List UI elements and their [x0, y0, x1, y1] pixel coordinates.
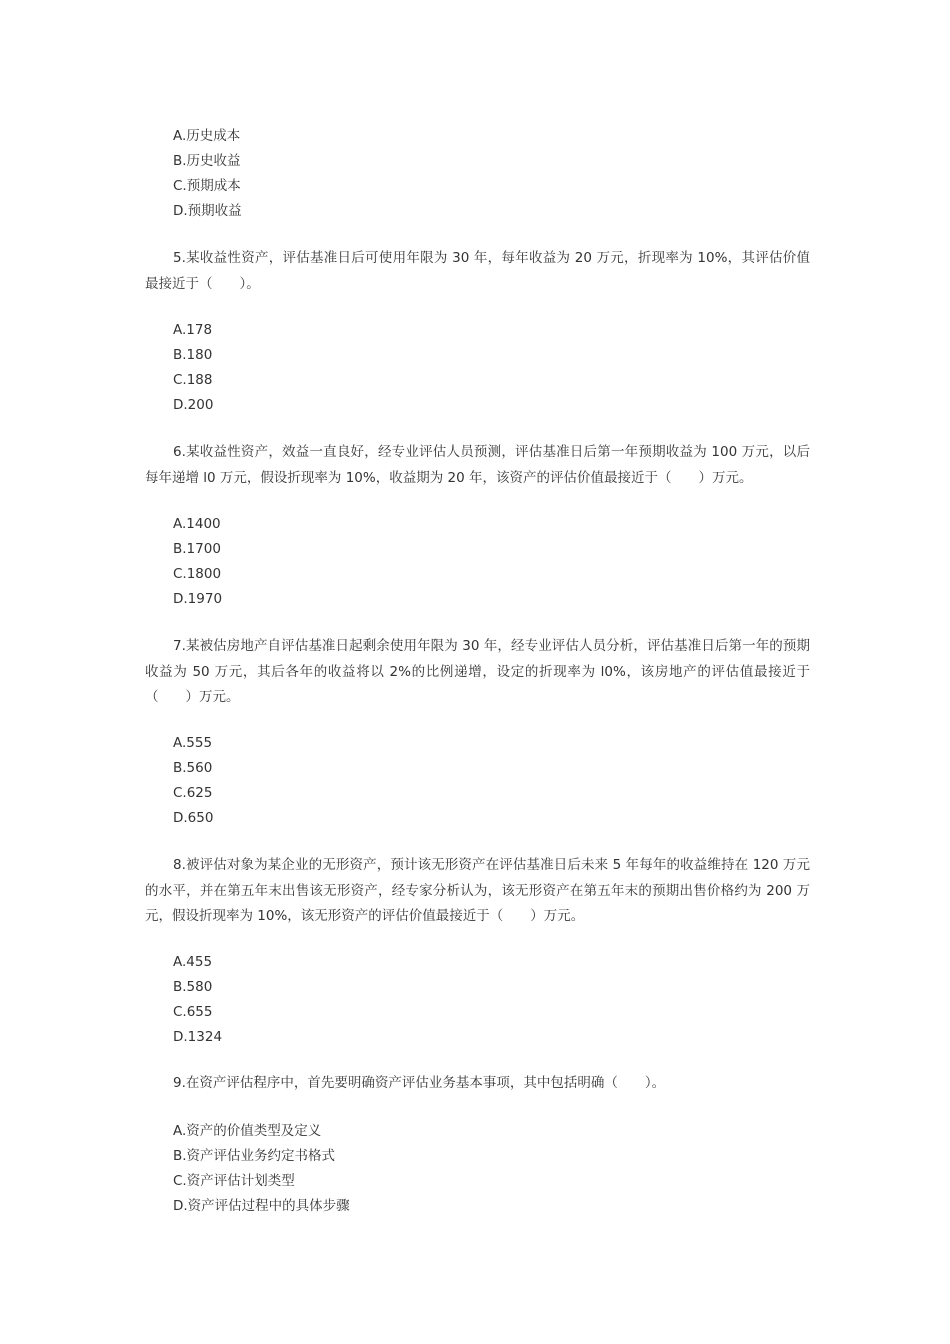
option-d: D.资产评估过程中的具体步骤 [173, 1198, 350, 1214]
option-d: D.200 [173, 397, 214, 413]
q4-options [173, 124, 242, 224]
question-6: 6.某收益性资产，效益一直良好，经专业评估人员预测，评估基准日后第一年预期收益为 100 万元，以后每年递增 l0 万元，假设折现率为 10%，收益期为 20 年，该资产的评估价值最接近于（ ）万元。 [145, 444, 810, 486]
option-b: B.560 [173, 760, 213, 776]
option-b: B.历史收益 [173, 153, 241, 169]
option-c: C.资产评估计划类型 [173, 1173, 295, 1189]
option-b: B.580 [173, 979, 213, 995]
question-5: 5.某收益性资产，评估基准日后可使用年限为 30 年，每年收益为 20 万元，折现率为 10%，其评估价值最接近于（ ）。 [145, 250, 810, 292]
option-a: A.历史成本 [173, 128, 241, 144]
option-a: A.178 [173, 322, 213, 338]
question-7: 7.某被估房地产自评估基准日起剩余使用年限为 30 年，经专业评估人员分析，评估基准日后第一年的预期收益为 50 万元，其后各年的收益将以 2%的比例递增，设定的折现率为 l0%，该房地产的评估值最接近于（ ）万元。 [145, 638, 810, 705]
option-c: C.655 [173, 1004, 213, 1020]
question-9: 9.在资产评估程序中，首先要明确资产评估业务基本事项，其中包括明确（ ）。 [173, 1075, 666, 1091]
option-d: D.预期收益 [173, 203, 242, 219]
q5-options [173, 318, 213, 418]
option-a: A.1400 [173, 516, 221, 532]
option-c: C.预期成本 [173, 178, 241, 194]
option-d: D.650 [173, 810, 214, 826]
option-b: B.180 [173, 347, 213, 363]
option-c: C.188 [173, 372, 213, 388]
option-a: A.资产的价值类型及定义 [173, 1123, 322, 1139]
q8-options [173, 950, 222, 1050]
option-c: C.625 [173, 785, 213, 801]
q6-options [173, 512, 222, 612]
q9-options [173, 1119, 350, 1219]
option-a: A.555 [173, 735, 213, 751]
option-c: C.1800 [173, 566, 222, 582]
question-8: 8.被评估对象为某企业的无形资产，预计该无形资产在评估基准日后未来 5 年每年的收益维持在 120 万元的水平，并在第五年末出售该无形资产，经专家分析认为，该无形资产在第五年末的预期出售价格约为 200 万元，假设折现率为 10%，该无形资产的评估价值最接近于（ ）万元。 [145, 857, 810, 924]
option-b: B.资产评估业务约定书格式 [173, 1148, 336, 1164]
option-d: D.1970 [173, 591, 223, 607]
option-d: D.1324 [173, 1029, 223, 1045]
option-b: B.1700 [173, 541, 221, 557]
q7-options [173, 731, 213, 831]
option-a: A.455 [173, 954, 213, 970]
